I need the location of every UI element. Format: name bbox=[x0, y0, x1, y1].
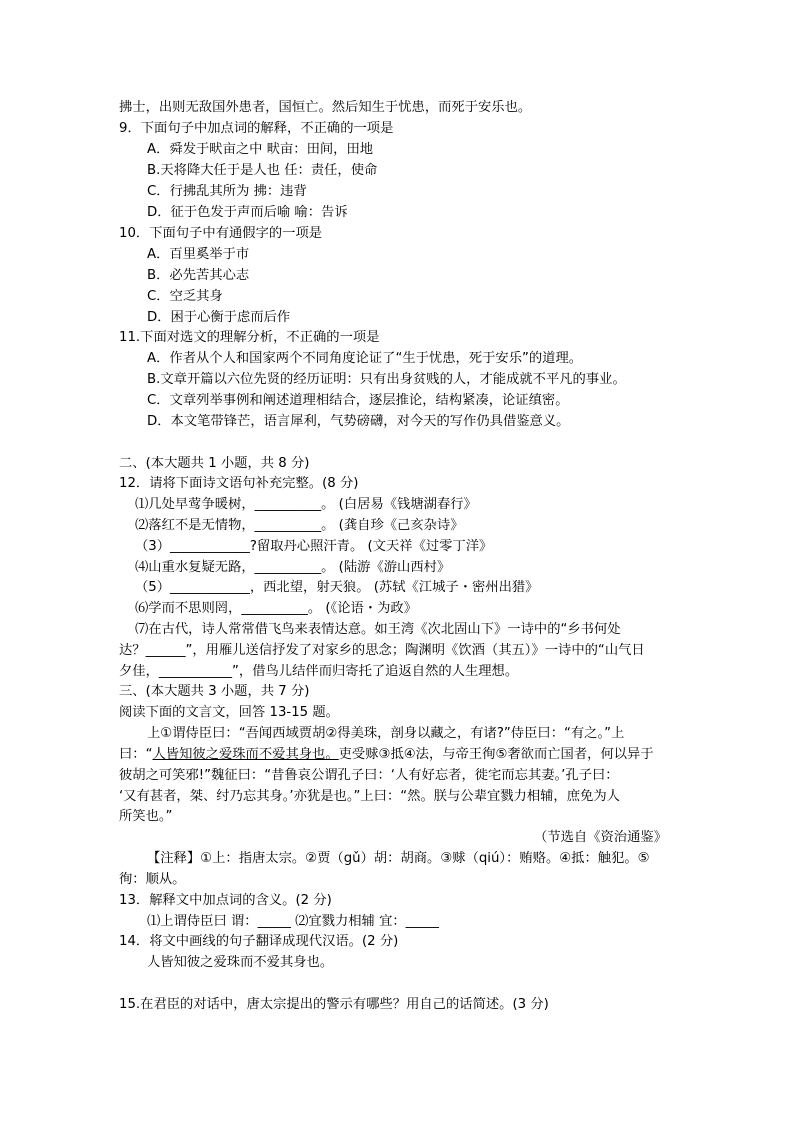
source-citation: （节选自《资治通鉴》 bbox=[534, 830, 667, 845]
question-9-stem: 9．下面句子中加点词的解释，不正确的一项是 bbox=[119, 121, 394, 136]
classical-text-line-1: 上①谓侍臣曰：“吾闻西域贾胡②得美珠，剖身以藏之，有诸?”侍臣曰：“有之。”上 bbox=[147, 726, 625, 741]
classical-text-line-3: 彼胡之可笑邪!”魏征曰：“昔鲁哀公谓孔子曰：‘人有好忘者，徙宅而忘其妻。’孔子曰： bbox=[119, 768, 619, 783]
question-11-stem: 11.下面对选文的理解分析，不正确的一项是 bbox=[119, 330, 380, 345]
question-12-item-2: ⑵落红不是无情物，__________。 (龚自珍《己亥杂诗》 bbox=[135, 518, 464, 533]
question-12-item-6: ⑹学而不思则罔，__________。 (《论语・为政》 bbox=[135, 601, 417, 616]
underlined-sentence: 人皆知彼之爱珠而不爱其身也。 bbox=[152, 747, 339, 762]
classical-text-line-5: 所笑也。” bbox=[119, 809, 173, 824]
question-12-item-3: （3）____________?留取丹心照汗青。 (文天祥《过零丁洋》 bbox=[135, 539, 493, 554]
reading-intro: 阅读下面的文言文，回答 13-15 题。 bbox=[119, 705, 339, 720]
question-12-item-7-line-3: 夕佳，___________”，借鸟儿结伴而归寄托了追返自然的人生理想。 bbox=[119, 664, 519, 679]
classical-text-line-2-start: 曰：“ bbox=[119, 747, 153, 762]
question-10-option-c: C．空乏其身 bbox=[147, 289, 223, 304]
question-13-items: ⑴上谓侍臣曰 谓：_____ ⑵宜戮力相辅 宜：_____ bbox=[147, 914, 439, 929]
question-12-item-7-line-1: ⑺在古代，诗人常常借飞鸟来表情达意。如王湾《次北固山下》一诗中的“乡书何处 bbox=[135, 622, 621, 637]
question-12-item-4: ⑷山重水复疑无路，__________。 (陆游《游山西村》 bbox=[135, 560, 451, 575]
question-11-option-c: C．文章列举事例和阐述道理相结合，逐层推论，结构紧凑，论证缜密。 bbox=[147, 393, 569, 408]
question-9-option-c: C．行拂乱其所为 拂：违背 bbox=[147, 184, 307, 199]
question-10-stem: 10．下面句子中有通假字的一项是 bbox=[119, 226, 323, 241]
question-12-stem: 12．请将下面诗文语句补充完整。(8 分) bbox=[119, 476, 359, 491]
notes-line-2: 徇：顺从。 bbox=[119, 872, 186, 887]
question-10-option-d: D．困于心衡于虑而后作 bbox=[147, 310, 291, 325]
question-11-option-a: A．作者从个人和国家两个不同角度论证了“生于忧患，死于安乐”的道理。 bbox=[147, 351, 583, 366]
question-10-option-a: A．百里奚举于市 bbox=[147, 247, 250, 262]
question-13-stem: 13．解释文中加点词的含义。(2 分) bbox=[119, 893, 332, 908]
question-11-option-b: B.文章开篇以六位先贤的经历证明：只有出身贫贱的人，才能成就不平凡的事业。 bbox=[147, 372, 626, 387]
question-12-item-5: （5）____________，西北望，射天狼。 (苏轼《江城子・密州出猎》 bbox=[135, 580, 539, 595]
section-3-heading: 三、(本大题共 3 小题，共 7 分) bbox=[119, 684, 310, 699]
classical-text-line-2 bbox=[119, 745, 654, 764]
classical-text-line-2-end: 吏受赇③抵④法，与帝王徇⑤奢欲而亡国者，何以异于 bbox=[338, 747, 654, 762]
section-2-heading: 二、(本大题共 1 小题，共 8 分) bbox=[119, 456, 310, 471]
notes-line-1: 【注释】①上：指唐太宗。②贾（gǔ）胡：胡商。③赇（qiú）：贿赂。④抵：触犯。⑤ bbox=[147, 851, 650, 866]
question-9-option-a: A．舜发于畎亩之中 畎亩：田间，田地 bbox=[147, 142, 374, 157]
question-9-option-b: B.天将降大任于是人也 任：责任，使命 bbox=[147, 163, 378, 178]
passage-ending-line: 拂士，出则无敌国外患者，国恒亡。然后知生于忧患，而死于安乐也。 bbox=[119, 100, 532, 115]
classical-text-line-4: ‘又有甚者，桀、纣乃忘其身。’亦犹是也。”上曰：“然。朕与公辈宜戮力相辅，庶免为人 bbox=[119, 789, 620, 804]
question-14-stem: 14．将文中画线的句子翻译成现代汉语。(2 分) bbox=[119, 934, 399, 949]
question-10-option-b: B．必先苦其心志 bbox=[147, 268, 250, 283]
question-9-option-d: D．征于色发于声而后喻 喻：告诉 bbox=[147, 205, 348, 220]
question-12-item-7-line-2: 达？______”，用雁儿送信抒发了对家乡的思念；陶渊明《饮酒（其五）》一诗中的“山气日 bbox=[119, 643, 645, 658]
question-11-option-d: D．本文笔带锋芒，语言犀利，气势磅礴，对今天的写作仍具借鉴意义。 bbox=[147, 414, 570, 429]
question-12-item-1: ⑴几处早莺争暖树，__________。 (白居易《钱塘湖春行》 bbox=[135, 497, 477, 512]
question-15-stem: 15.在君臣的对话中，唐太宗提出的警示有哪些？用自己的话简述。(3 分) bbox=[119, 997, 549, 1012]
question-14-sentence: 人皆知彼之爱珠而不爱其身也。 bbox=[147, 955, 334, 970]
